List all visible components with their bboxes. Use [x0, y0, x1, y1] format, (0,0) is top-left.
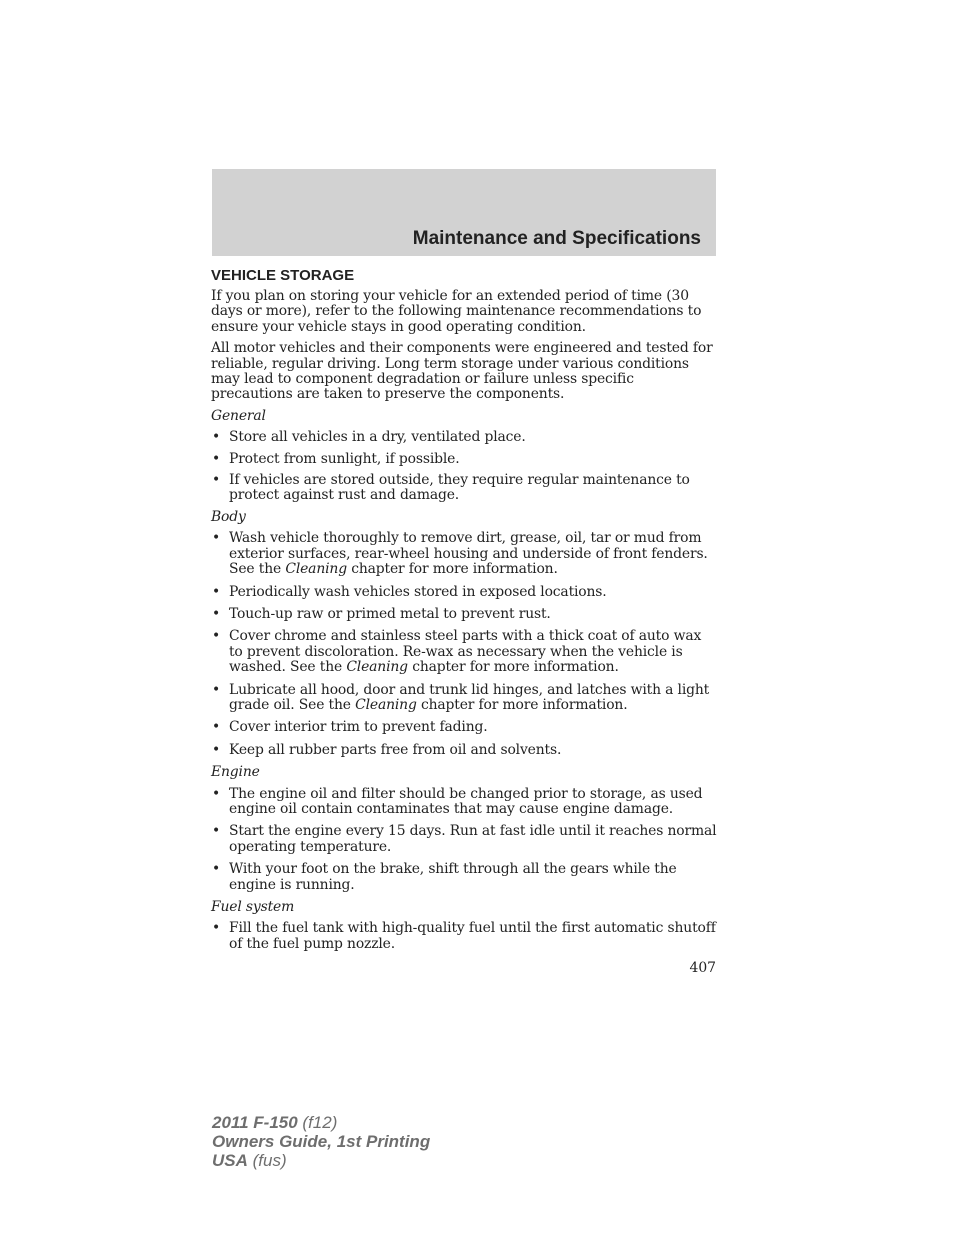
- chapter-reference: Cleaning: [346, 659, 408, 676]
- footer-market-code: (fus): [247, 1151, 287, 1170]
- list-item: [211, 683, 719, 714]
- list-item: • Cover interior trim to prevent fading.: [211, 720, 719, 735]
- chapter-reference: Cleaning: [355, 696, 417, 713]
- footer-market: USA: [212, 1151, 248, 1170]
- fuel-list: [211, 921, 719, 952]
- list-item: • Periodically wash vehicles stored in exposed locations.: [211, 585, 719, 600]
- footer-model: 2011 F-150: [212, 1113, 298, 1132]
- item-text: chapter for more information.: [407, 659, 619, 676]
- list-item: • Store all vehicles in a dry, ventilated place.: [211, 430, 719, 445]
- list-item: • Start the engine every 15 days. Run at fast idle until it reaches normal operating temperature.: [211, 824, 719, 855]
- subhead-engine: Engine: [211, 764, 260, 781]
- footer-line-market: [212, 1151, 430, 1170]
- item-text: chapter for more information.: [346, 561, 558, 578]
- list-item: [211, 629, 719, 675]
- chapter-reference: Cleaning: [285, 561, 347, 578]
- section-heading: VEHICLE STORAGE: [211, 267, 355, 284]
- item-text: chapter for more information.: [416, 696, 628, 713]
- body-list: [211, 531, 719, 758]
- list-item: • With your foot on the brake, shift through all the gears while the engine is running.: [211, 862, 719, 893]
- intro-paragraph-2: All motor vehicles and their components were engineered and tested for reliable, regular driving. Long term storage under various conditions may lead to component degradation or failure unless specific precautions are taken to preserve the components.: [211, 340, 713, 403]
- subhead-general: General: [211, 407, 266, 424]
- list-item: • Touch-up raw or primed metal to prevent rust.: [211, 607, 719, 622]
- subhead-fuel-system: Fuel system: [211, 899, 295, 915]
- chapter-title: Maintenance and Specifications: [412, 228, 701, 249]
- print-footer: [212, 1113, 430, 1170]
- footer-line-guide: [212, 1132, 430, 1151]
- footer-guide: Owners Guide, 1st Printing: [212, 1132, 431, 1151]
- page-number: 407: [689, 960, 716, 976]
- list-item: • The engine oil and filter should be changed prior to storage, as used engine oil contain contaminates that may cause engine damage.: [211, 787, 719, 818]
- footer-model-code: (f12): [297, 1113, 338, 1132]
- list-item: [211, 531, 719, 577]
- list-item: • If vehicles are stored outside, they require regular maintenance to protect against rust and damage.: [211, 473, 719, 504]
- footer-line-model: [212, 1113, 430, 1132]
- engine-list: [211, 787, 719, 893]
- item-text: Wash vehicle thoroughly to remove dirt, grease, oil, tar or mud from exterior surfaces, rear-wheel housing and underside of front fenders. See the: [229, 530, 708, 578]
- list-item: • Protect from sunlight, if possible.: [211, 452, 719, 467]
- subhead-body: Body: [211, 508, 246, 525]
- general-list: [211, 430, 719, 504]
- page-content: [211, 266, 719, 958]
- item-text: Cover chrome and stainless steel parts with a thick coat of auto wax to prevent discoloration. Re-wax as necessary when the vehicle is washed. See the: [229, 628, 702, 676]
- list-item: • Fill the fuel tank with high-quality fuel until the first automatic shutoff of the fuel pump nozzle.: [211, 921, 719, 952]
- intro-paragraph-1: If you plan on storing your vehicle for an extended period of time (30 days or more), refer to the following maintenance recommendations to ensure your vehicle stays in good operating condition.: [211, 288, 702, 335]
- list-item: • Keep all rubber parts free from oil and solvents.: [211, 743, 719, 758]
- chapter-header-band: [212, 169, 716, 256]
- item-text: Lubricate all hood, door and trunk lid hinges, and latches with a light grade oil. See the: [229, 681, 710, 713]
